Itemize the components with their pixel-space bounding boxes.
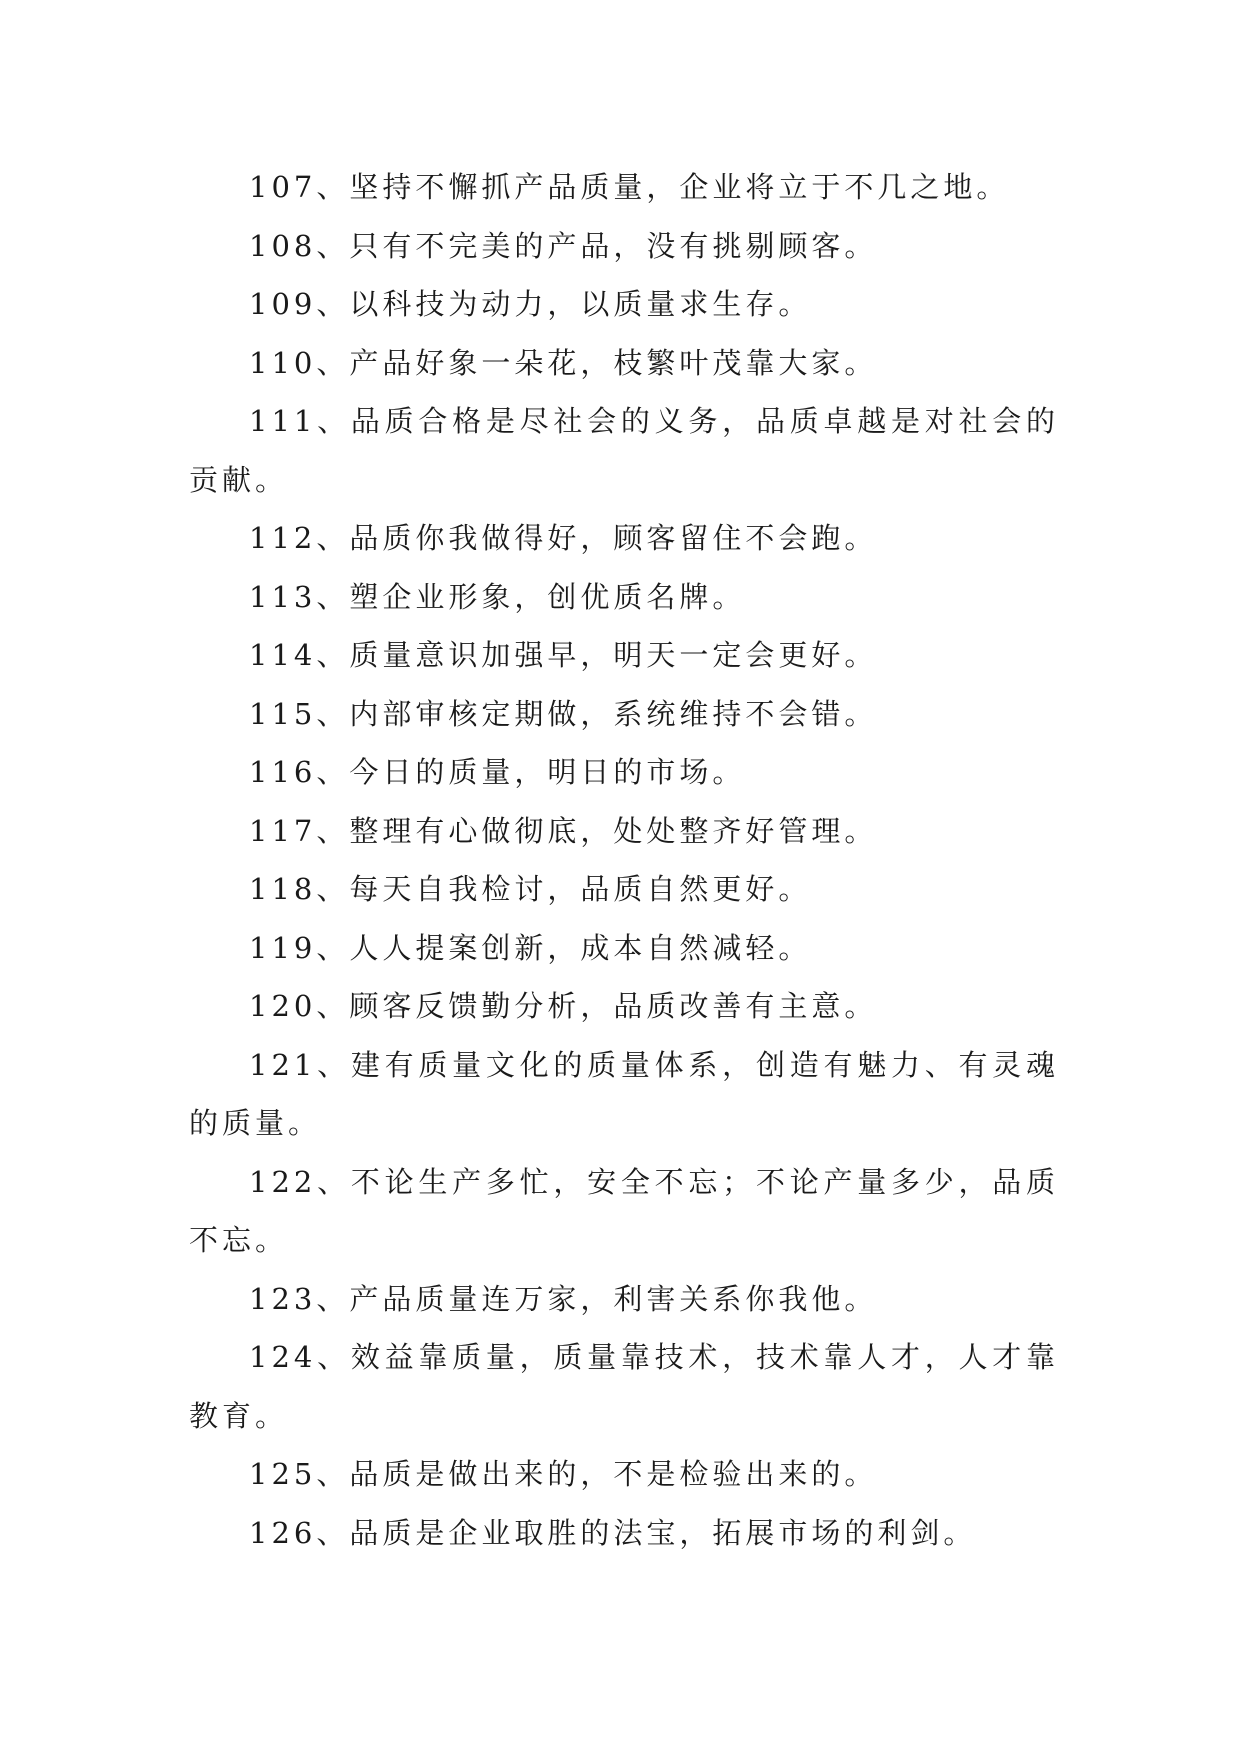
slogan-item: 118、每天自我检讨，品质自然更好。 <box>249 872 812 906</box>
slogan-item: 126、品质是企业取胜的法宝，拓展市场的利剑。 <box>249 1515 977 1550</box>
slogan-item: 113、塑企业形象，创优质名牌。 <box>249 579 746 614</box>
slogan-item: 120、顾客反馈勤分析，品质改善有主意。 <box>249 989 878 1023</box>
slogan-item: 116、今日的质量，明日的市场。 <box>249 755 746 789</box>
slogan-item: 114、质量意识加强早，明天一定会更好。 <box>249 638 878 672</box>
slogan-item: 111、品质合格是尽社会的义务，品质卓越是对社会的贡献。 <box>189 404 1059 497</box>
slogan-item: 109、以科技为动力，以质量求生存。 <box>249 287 812 321</box>
slogan-item: 121、建有质量文化的质量体系，创造有魅力、有灵魂的质量。 <box>189 1047 1059 1140</box>
slogan-item: 123、产品质量连万家，利害关系你我他。 <box>249 1281 878 1316</box>
slogan-item: 107、坚持不懈抓产品质量，企业将立于不几之地。 <box>249 170 1010 204</box>
slogan-item: 110、产品好象一朵花，枝繁叶茂靠大家。 <box>249 345 878 380</box>
slogan-item: 124、效益靠质量，质量靠技术，技术靠人才，人才靠教育。 <box>189 1340 1059 1433</box>
slogan-item: 112、品质你我做得好，顾客留住不会跑。 <box>249 521 878 555</box>
slogan-item: 115、内部审核定期做，系统维持不会错。 <box>249 696 878 731</box>
slogan-item: 119、人人提案创新，成本自然减轻。 <box>249 930 812 965</box>
slogan-item: 125、品质是做出来的，不是检验出来的。 <box>249 1457 878 1491</box>
slogan-item: 108、只有不完美的产品，没有挑剔顾客。 <box>249 228 878 263</box>
slogan-item: 122、不论生产多忙，安全不忘；不论产量多少，品质不忘。 <box>189 1164 1059 1257</box>
slogan-list <box>189 158 1059 1562</box>
slogan-item: 117、整理有心做彻底，处处整齐好管理。 <box>249 813 878 848</box>
